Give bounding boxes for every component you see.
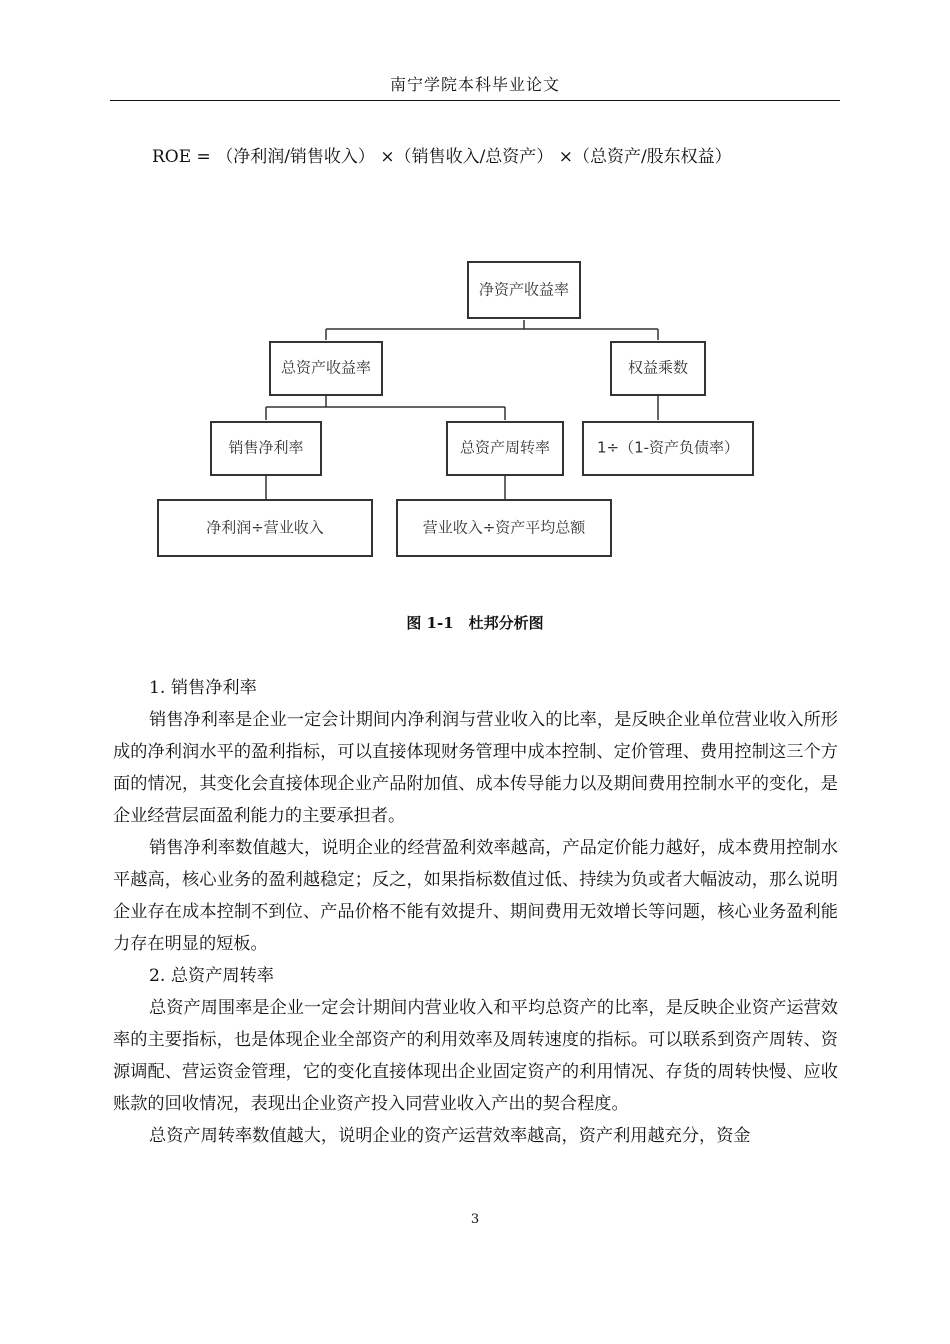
body-text — [113, 672, 838, 1152]
figure-caption: 图 1-1 杜邦分析图 — [406, 614, 544, 632]
paragraph: 总资产周围率是企业一定会计期间内营业收入和平均总资产的比率，是反映企业资产运营效率的主要指标，也是体现企业全部资产的利用效率及周转速度的指标。可以联系到资产周转、资源调配、营运资金管理，它的变化直接体现出企业固定资产的利用情况、存货的周转快慢、应收账款的回收情况，表现出企业资产投入同营业收入产出的契合程度。 — [113, 998, 838, 1114]
paragraph: 销售净利率数值越大，说明企业的经营盈利效率越高，产品定价能力越好，成本费用控制水平越高，核心业务的盈利越稳定；反之，如果指标数值过低、持续为负或者大幅波动，那么说明企业存在成本控制不到位、产品价格不能有效提升、期间费用无效增长等问题，核心业务盈利能力存在明显的短板。 — [113, 838, 838, 954]
roe-formula: ROE = （净利润/销售收入） ×（销售收入/总资产） ×（总资产/股东权益） — [152, 147, 732, 167]
node-em-formula — [583, 422, 753, 475]
node-at-formula — [397, 500, 611, 556]
node-equity-multiplier — [611, 342, 705, 395]
node-em-formula-label: 1÷（1-资产负债率） — [596, 438, 740, 457]
header-rule — [110, 100, 840, 101]
section-heading: 2. 总资产周转率 — [149, 966, 274, 986]
node-at-formula-label: 营业收入÷资产平均总额 — [422, 518, 586, 537]
section-heading: 1. 销售净利率 — [149, 678, 257, 698]
node-net-margin-label: 销售净利率 — [228, 438, 304, 457]
node-asset-turnover — [447, 422, 563, 475]
node-roe-label: 净资产收益率 — [478, 280, 570, 299]
paragraph: 销售净利率是企业一定会计期间内净利润与营业收入的比率，是反映企业单位营业收入所形成的净利润水平的盈利指标，可以直接体现财务管理中成本控制、定价管理、费用控制这三个方面的情况，其变化会直接体现企业产品附加值、成本传导能力以及期间费用控制水平的变化，是企业经营层面盈利能力的主要承担者。 — [113, 710, 838, 826]
node-equity-multiplier-label: 权益乘数 — [627, 358, 689, 377]
page-number: 3 — [470, 1212, 480, 1227]
node-roe — [468, 262, 580, 318]
node-nm-formula — [158, 500, 372, 556]
node-net-margin — [211, 422, 321, 475]
running-header: 南宁学院本科毕业论文 — [389, 75, 560, 94]
dupont-diagram — [150, 250, 770, 570]
node-roa-label: 总资产收益率 — [280, 358, 372, 377]
node-asset-turnover-label: 总资产周转率 — [459, 438, 551, 457]
paragraph: 总资产周转率数值越大，说明企业的资产运营效率越高，资产利用越充分，资金 — [149, 1126, 751, 1146]
node-nm-formula-label: 净利润÷营业收入 — [206, 518, 324, 537]
node-roa — [270, 342, 382, 395]
